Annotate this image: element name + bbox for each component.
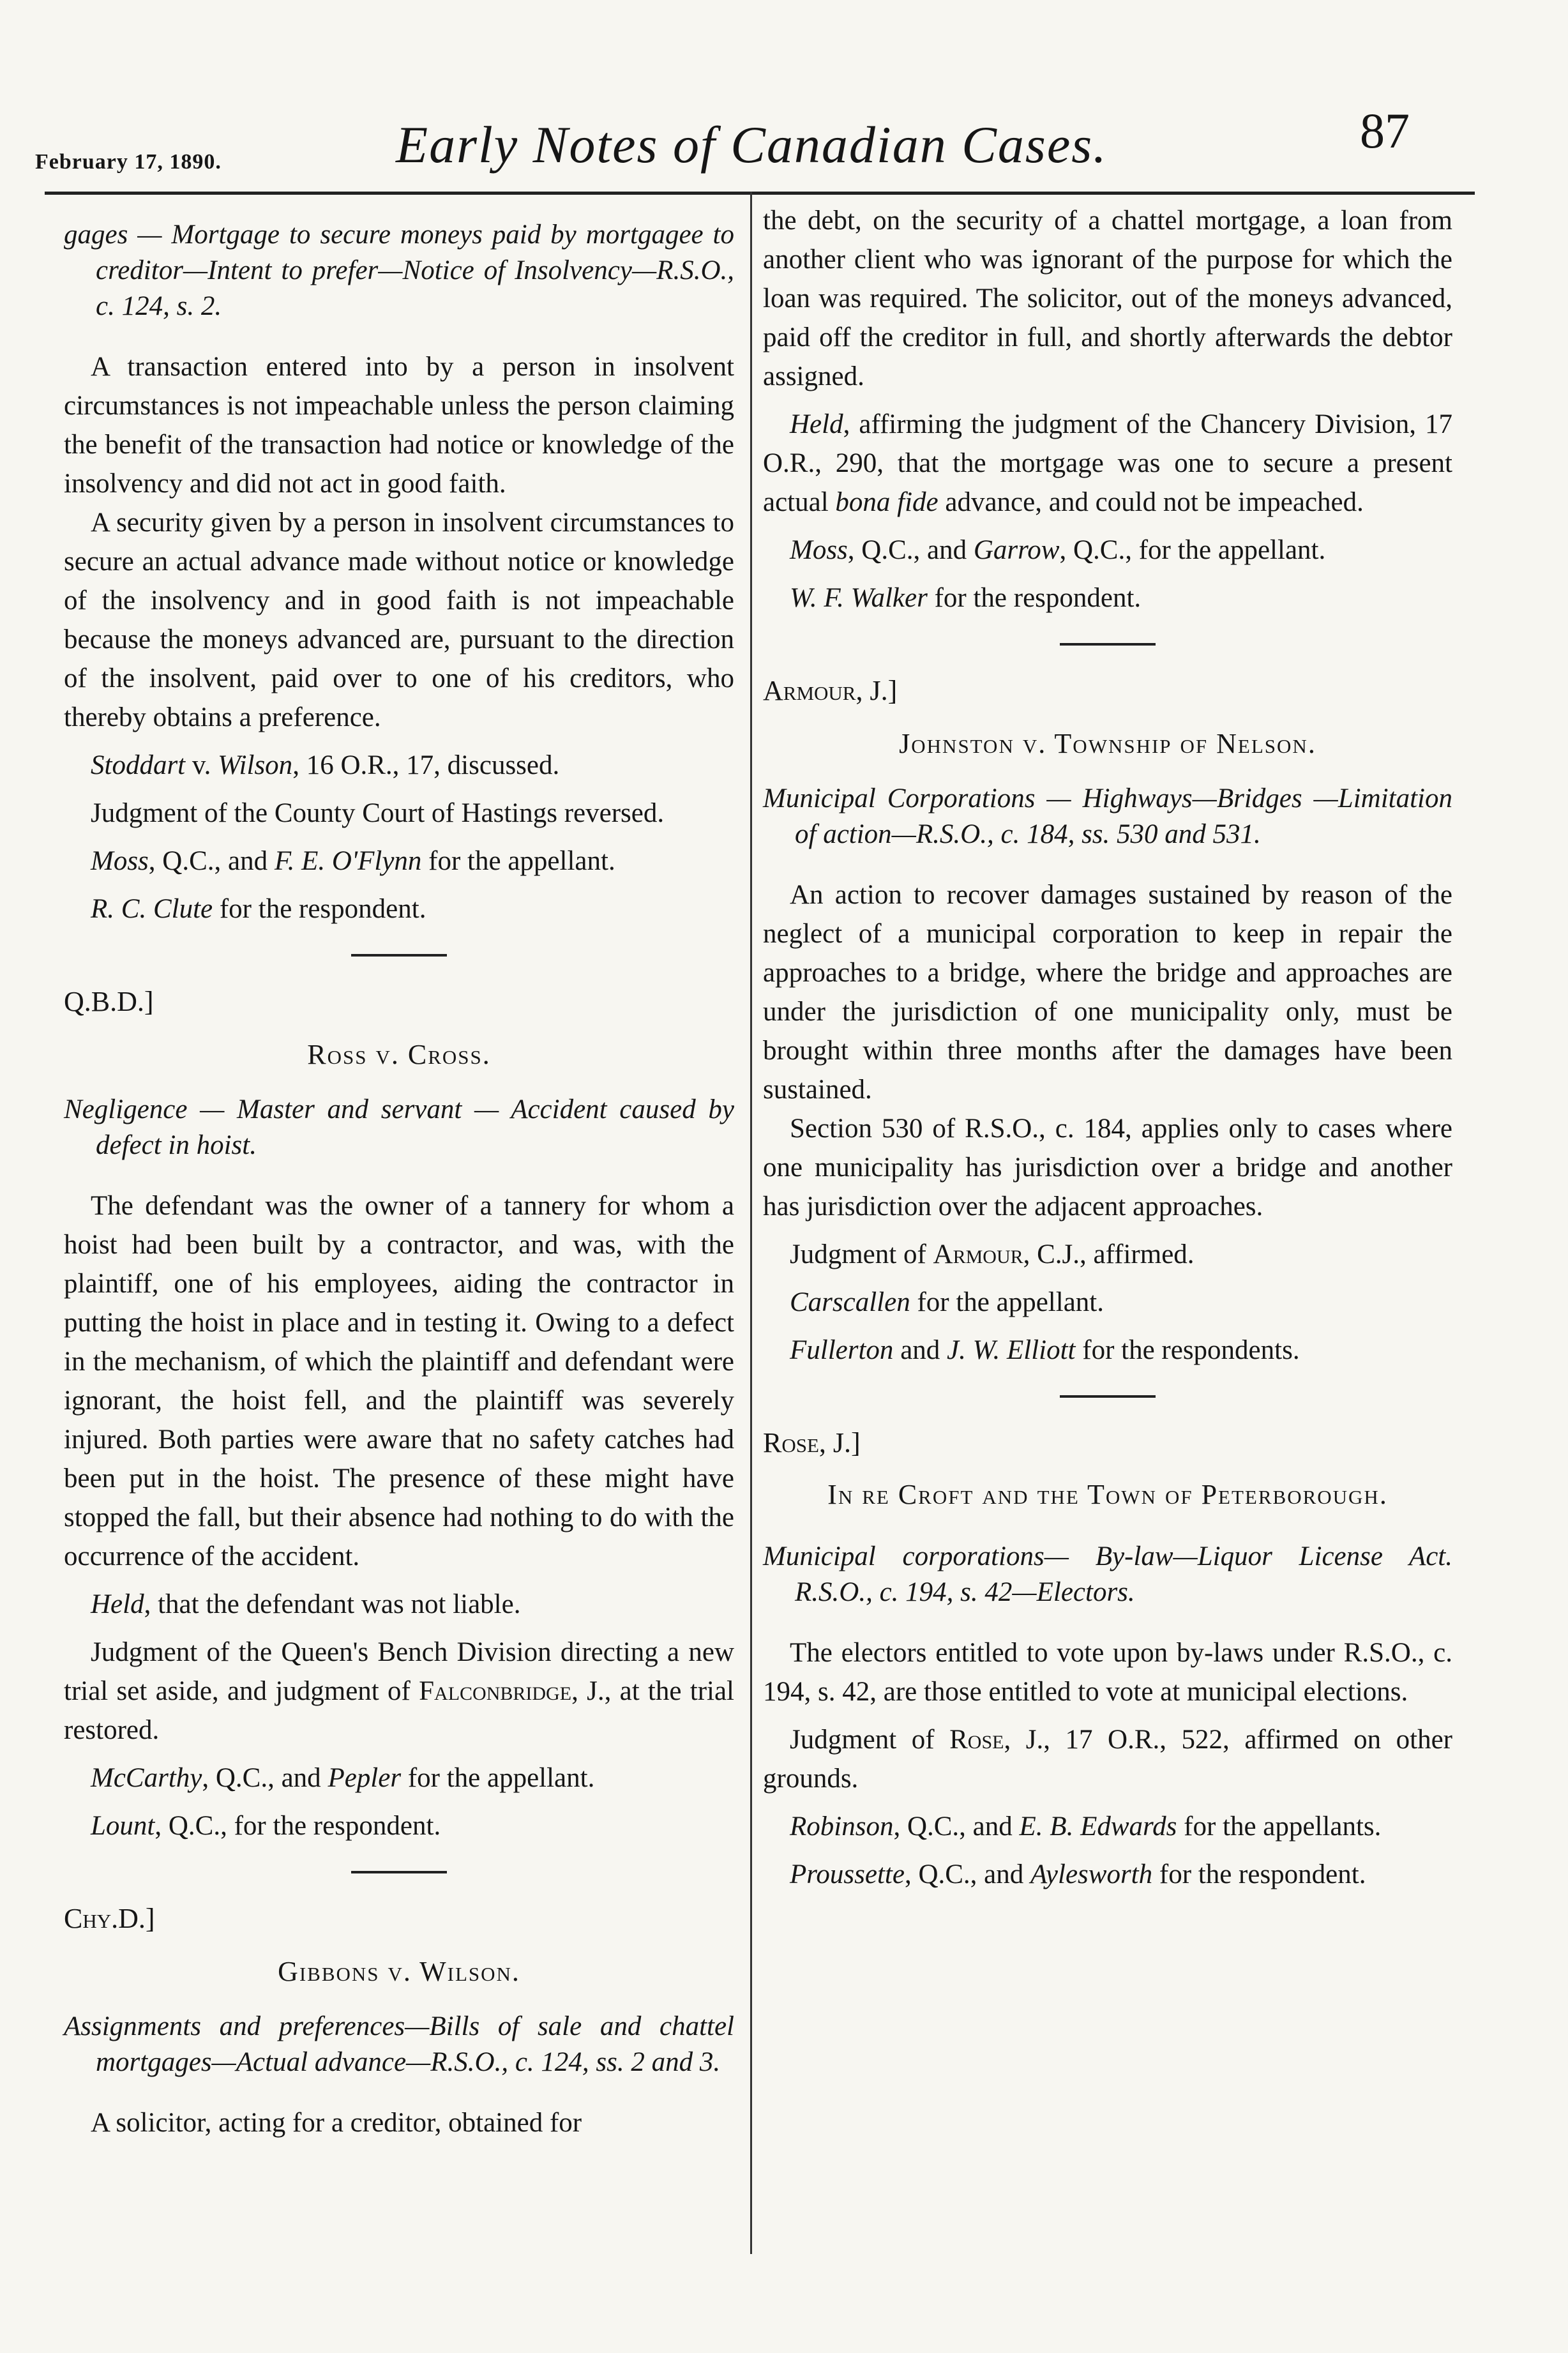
paragraph: The electors entitled to vote upon by-laws under R.S.O., c. 194, s. 42, are those entitled to vote at municipal elections. [763,1638,1452,1707]
counsel-line: McCarthy, Q.C., and Pepler for the appellant. [91,1763,595,1793]
counsel-line: Lount, Q.C., for the respondent. [91,1811,441,1841]
judgment: Judgment of Rose, J., 17 O.R., 522, affirmed on other grounds. [763,1725,1452,1794]
section-separator [351,954,447,957]
case-title: In re Croft and the Town of Peterborough. [827,1479,1388,1510]
court-label: Q.B.D.] [64,986,154,1017]
paragraph: A security given by a person in insolvent circumstances to secure an actual advance made without notice or knowledge of the insolvency and in good faith is not impeachable because the moneys advanced are, pursuant to the direction of the insolvent, paid over to one of his creditors, who thereby obtains a preference. [64,508,734,732]
case-name: Wilson [218,750,293,780]
section-separator [1060,643,1156,646]
section-separator [1060,1395,1156,1398]
headnote: Municipal Corporations — Highways—Bridges —Limitation of action—R.S.O., c. 184, ss. 530 and 531. [763,783,1452,849]
citation: Stoddart v. Wilson, 16 O.R., 17, discussed. [91,750,560,780]
headnote: gages — Mortgage to secure moneys paid by mortgagee to creditor—Intent to prefer—Notice of Insolvency—R.S.O., c. 124, s. 2. [64,220,734,321]
holding: Held, affirming the judgment of the Chancery Division, 17 O.R., 290, that the mortgage was one to secure a present actual bona fide advance, and could not be impeached. [763,409,1452,517]
paragraph: The defendant was the owner of a tannery for whom a hoist had been built by a contractor, and was, with the plaintiff, one of his employees, aiding the contractor in putting the hoist in place and in testing it. Owing to a defect in the mechanism, of which the plaintiff and defendant were ignorant, the hoist fell, and the plaintiff was severely injured. Both parties were aware that no safety catches had been put in the hoist. The presence of these might have stopped the fall, but their absence had nothing to do with the occurrence of the accident. [64,1191,734,1571]
left-column [64,217,734,2142]
column-divider [750,192,752,2254]
counsel-line: Moss, Q.C., and F. E. O'Flynn for the appellant. [91,846,615,876]
paragraph: the debt, on the security of a chattel mortgage, a loan from another client who was ignorant of the purpose for which the loan was required. The solicitor, out of the moneys advanced, paid off the creditor in full, and shortly afterwards the debtor assigned. [763,206,1452,391]
headnote: Municipal corporations— By-law—Liquor License Act. R.S.O., c. 194, s. 42—Electors. [763,1541,1452,1607]
paragraph: A solicitor, acting for a creditor, obtained for [91,2108,582,2138]
judgment: Judgment of the Queen's Bench Division directing a new trial set aside, and judgment of Falconbridge, J., at the trial restored. [64,1637,734,1745]
paragraph: An action to recover damages sustained by reason of the neglect of a municipal corporation to keep in repair the approaches to a bridge, where the bridge and approaches are under the jurisdiction of one municipality only, must be brought within three months after the damages have been sustained. [763,880,1452,1105]
counsel-line: Proussette, Q.C., and Aylesworth for the respondent. [790,1859,1366,1889]
paragraph: A transaction entered into by a person in insolvent circumstances is not impeachable unless the person claiming the benefit of the transaction had notice or knowledge of the insolvency and did not act in good faith. [64,352,734,499]
judgment: Judgment of the County Court of Hastings reversed. [91,798,665,828]
right-column [763,201,1452,1903]
running-title: Early Notes of Canadian Cases. [396,116,1108,174]
counsel-line: Carscallen for the appellant. [790,1287,1104,1317]
counsel-line: W. F. Walker for the respondent. [790,583,1142,613]
section-separator [351,1871,447,1873]
court-label: Chy.D.] [64,1903,155,1934]
judgment: Judgment of Armour, C.J., affirmed. [790,1239,1195,1269]
case-name: Stoddart [91,750,186,780]
counsel-line: Robinson, Q.C., and E. B. Edwards for the appellants. [790,1812,1382,1842]
case-title: Gibbons v. Wilson. [278,1956,520,1987]
court-label: Rose, J.] [763,1427,861,1458]
counsel-line: Moss, Q.C., and Garrow, Q.C., for the appellant. [790,535,1326,565]
case-title: Johnston v. Township of Nelson. [899,728,1316,759]
page-header [0,77,1568,211]
page-number: 87 [1360,103,1410,158]
issue-date: February 17, 1890. [35,150,222,174]
counsel-line: R. C. Clute for the respondent. [91,894,426,924]
header-rule [45,192,1475,195]
case-title: Ross v. Cross. [307,1039,491,1070]
paragraph: Section 530 of R.S.O., c. 184, applies only to cases where one municipality has jurisdiction over a bridge and another has jurisdiction over the adjacent approaches. [763,1114,1452,1222]
holding: Held, that the defendant was not liable. [91,1589,521,1619]
headnote: Assignments and preferences—Bills of sale and chattel mortgages—Actual advance—R.S.O., c. 124, ss. 2 and 3. [64,2011,734,2077]
headnote: Negligence — Master and servant — Accident caused by defect in hoist. [64,1094,734,1160]
court-label: Armour, J.] [763,675,898,706]
counsel-line: Fullerton and J. W. Elliott for the respondents. [790,1335,1300,1365]
